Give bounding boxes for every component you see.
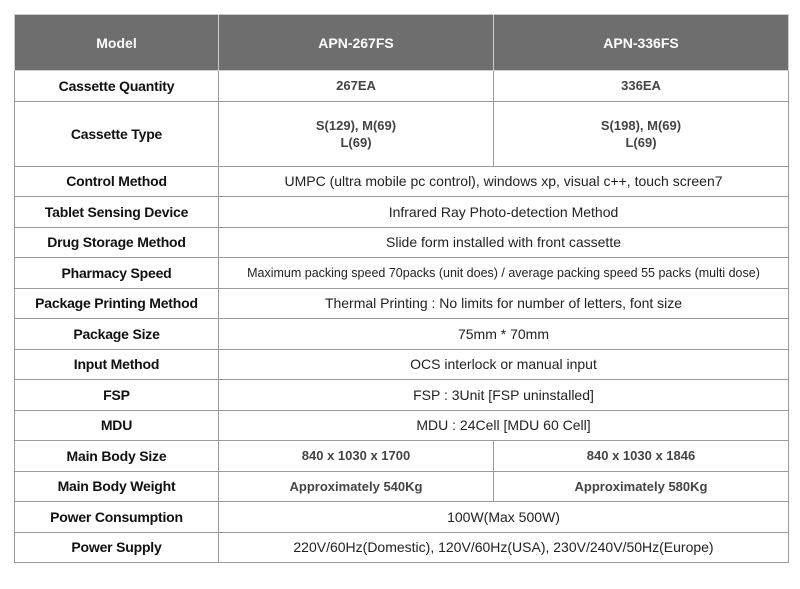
row-control-method <box>15 166 789 197</box>
value-shared: 220V/60Hz(Domestic), 120V/60Hz(USA), 230V/240V/50Hz(Europe) <box>219 532 789 563</box>
row-label: Control Method <box>15 166 219 197</box>
row-label: Power Consumption <box>15 502 219 533</box>
value-model-b <box>494 101 789 166</box>
header-model-b: APN-336FS <box>494 15 789 71</box>
row-label: Pharmacy Speed <box>15 258 219 289</box>
header-row <box>15 15 789 71</box>
value-shared: Slide form installed with front cassette <box>219 227 789 258</box>
value-shared: 75mm * 70mm <box>219 319 789 350</box>
header-model-a: APN-267FS <box>219 15 494 71</box>
row-fsp <box>15 380 789 411</box>
row-label: Drug Storage Method <box>15 227 219 258</box>
row-label: Package Printing Method <box>15 288 219 319</box>
row-main-body-size <box>15 441 789 472</box>
row-main-body-weight <box>15 471 789 502</box>
value-model-a <box>219 101 494 166</box>
value-shared: 100W(Max 500W) <box>219 502 789 533</box>
value-shared: OCS interlock or manual input <box>219 349 789 380</box>
value-line: L(69) <box>340 134 372 150</box>
value-shared: UMPC (ultra mobile pc control), windows xp, visual c++, touch screen7 <box>219 166 789 197</box>
row-cassette-type <box>15 101 789 166</box>
row-power-consumption <box>15 502 789 533</box>
value-model-a: 267EA <box>219 71 494 102</box>
value-shared: FSP : 3Unit [FSP uninstalled] <box>219 380 789 411</box>
row-cassette-quantity <box>15 71 789 102</box>
value-model-b: Approximately 580Kg <box>494 471 789 502</box>
value-line: L(69) <box>625 134 657 150</box>
value-line: S(129), M(69) <box>315 117 397 133</box>
row-pharmacy-speed <box>15 258 789 289</box>
row-label: FSP <box>15 380 219 411</box>
row-label: MDU <box>15 410 219 441</box>
value-line: S(198), M(69) <box>600 117 682 133</box>
row-mdu <box>15 410 789 441</box>
value-model-b: 336EA <box>494 71 789 102</box>
row-label: Main Body Size <box>15 441 219 472</box>
row-tablet-sensing <box>15 197 789 228</box>
row-package-size <box>15 319 789 350</box>
value-model-b: 840 x 1030 x 1846 <box>494 441 789 472</box>
row-package-printing <box>15 288 789 319</box>
row-drug-storage <box>15 227 789 258</box>
value-shared: Maximum packing speed 70packs (unit does) / average packing speed 55 packs (multi dose) <box>219 258 789 289</box>
row-label: Cassette Type <box>15 101 219 166</box>
spec-table <box>14 14 789 563</box>
value-shared: Thermal Printing : No limits for number of letters, font size <box>219 288 789 319</box>
value-shared: MDU : 24Cell [MDU 60 Cell] <box>219 410 789 441</box>
row-power-supply <box>15 532 789 563</box>
header-model-label: Model <box>15 15 219 71</box>
value-model-a: 840 x 1030 x 1700 <box>219 441 494 472</box>
row-label: Power Supply <box>15 532 219 563</box>
row-label: Tablet Sensing Device <box>15 197 219 228</box>
row-label: Package Size <box>15 319 219 350</box>
row-label: Input Method <box>15 349 219 380</box>
row-label: Cassette Quantity <box>15 71 219 102</box>
value-model-a: Approximately 540Kg <box>219 471 494 502</box>
row-label: Main Body Weight <box>15 471 219 502</box>
value-shared: Infrared Ray Photo-detection Method <box>219 197 789 228</box>
row-input-method <box>15 349 789 380</box>
